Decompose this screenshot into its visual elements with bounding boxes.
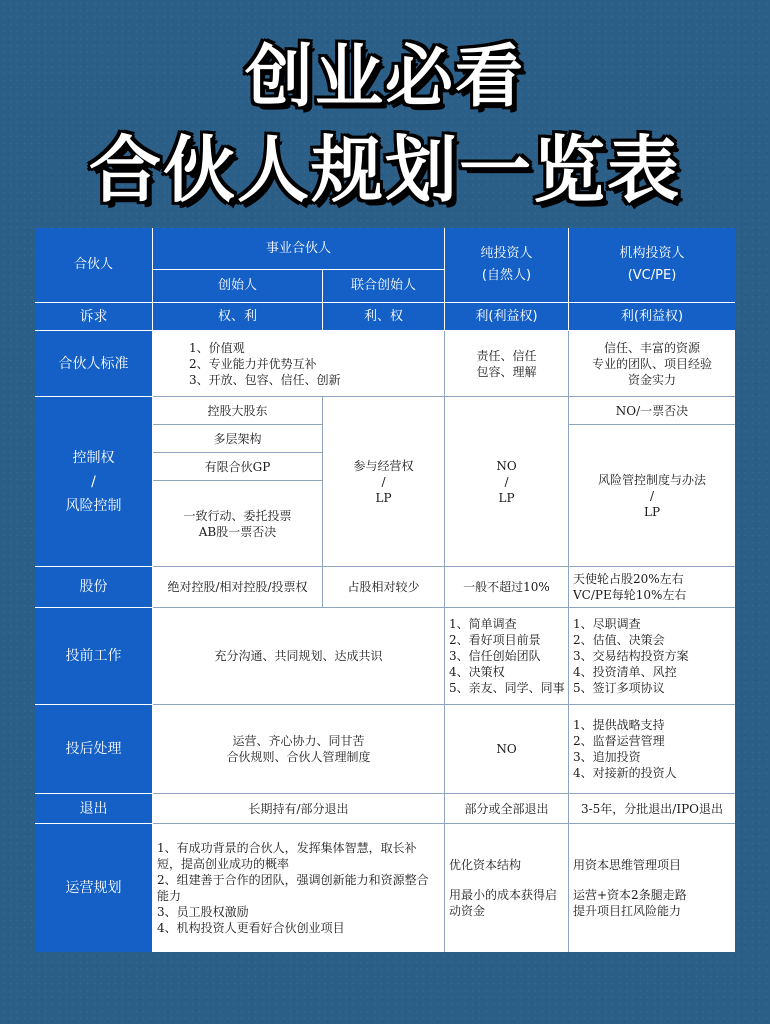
control-cofounder-1: 参与经营权 [353,458,414,473]
demand-pure: 利(利益权) [445,303,569,331]
shares-inst-2: VC/PE每轮10%左右 [573,588,687,602]
pre-invest-pure-3: 3、信任创始团队 [449,649,541,663]
operation-business-4: 4、机构投资人更看好合伙创业项目 [157,921,345,935]
partner-planning-table [35,228,735,952]
exit-pure: 部分或全部退出 [445,794,569,824]
post-invest-inst-2: 2、监督运营管理 [573,734,665,748]
post-invest-business-1: 运营、齐心协力、同甘苦 [232,734,365,748]
row-label-standard: 合伙人标准 [35,331,153,397]
demand-inst: 利(利益权) [569,303,735,331]
standard-inst-3: 资金实力 [627,372,676,387]
control-cofounder-3: LP [375,490,392,505]
control-founder-4 [153,481,323,567]
pre-invest-pure-5: 5、亲友、同学、同事 [449,681,565,695]
control-inst-2: / [649,488,655,503]
control-cofounder [323,397,445,567]
header-inst-investor-label: 机构投资人 [619,246,685,261]
shares-inst [569,567,735,608]
header-partner: 合伙人 [35,228,153,303]
row-label-control-2: 风险控制 [65,497,122,514]
pre-invest-pure-4: 4、决策权 [449,665,505,679]
row-label-exit: 退出 [35,794,153,824]
standard-inst [569,331,735,397]
pre-invest-inst-4: 4、投资清单、风控 [573,665,677,679]
standard-business-3: 3、开放、包容、信任、创新 [189,372,341,387]
control-founder-2: 多层架构 [153,425,323,453]
operation-inst-3: 提升项目扛风险能力 [573,904,682,918]
exit-inst: 3-5年，分批退出/IPO退出 [569,794,735,824]
header-founder: 创始人 [153,270,323,303]
shares-inst-1: 天使轮占股20%左右 [573,572,684,586]
row-label-control-1: 控制权 [72,449,115,466]
header-inst-investor [569,228,735,303]
page-title-line2: 合伙人规划一览表 [88,128,681,212]
operation-pure [445,824,569,952]
pre-invest-inst [569,608,735,705]
operation-inst [569,824,735,952]
post-invest-inst [569,705,735,794]
row-label-post-invest: 投后处理 [35,705,153,794]
header-pure-investor-label: 纯投资人 [480,246,533,261]
demand-founder: 权、利 [153,303,323,331]
control-inst-1: 风险管控制度与办法 [597,472,706,487]
control-pure-3: LP [498,490,515,505]
row-label-shares: 股份 [35,567,153,608]
exit-business: 长期持有/部分退出 [153,794,445,824]
pre-invest-pure-1: 1、简单调查 [449,617,517,631]
row-label-control-slash: / [91,473,96,490]
control-pure-2: / [504,474,509,489]
pre-invest-inst-1: 1、尽职调查 [573,617,641,631]
operation-inst-1: 用资本思维管理项目 [573,858,682,872]
control-inst [569,425,735,567]
control-pure [445,397,569,567]
operation-business-3: 3、员工股权激励 [157,905,249,919]
shares-pure: 一般不超过10% [445,567,569,608]
control-pure-1: NO [496,458,517,473]
row-label-operation: 运营规划 [35,824,153,952]
row-label-control [35,397,153,567]
shares-cofounder: 占股相对较少 [323,567,445,608]
pre-invest-inst-3: 3、交易结构投资方案 [573,649,689,663]
shares-founder: 绝对控股/相对控股/投票权 [153,567,323,608]
control-cofounder-2: / [381,474,386,489]
control-founder-4a: 一致行动、委托投票 [183,508,292,523]
standard-business-2: 2、专业能力并优势互补 [189,356,317,371]
demand-cofounder: 利、权 [323,303,445,331]
pre-invest-business: 充分沟通、共同规划、达成共识 [153,608,445,705]
post-invest-business-2: 合伙规则、合伙人管理制度 [226,750,371,764]
operation-business-2: 2、组建善于合作的团队，强调创新能力和资源整合能力 [157,873,429,903]
row-label-demand: 诉求 [35,303,153,331]
operation-pure-1: 优化资本结构 [449,858,522,872]
post-invest-business [153,705,445,794]
operation-business [153,824,445,952]
standard-inst-2: 专业的团队、项目经验 [591,356,712,371]
header-pure-investor-sub: (自然人) [481,268,532,283]
standard-pure-2: 包容、理解 [476,364,537,379]
control-founder-1: 控股大股东 [153,397,323,425]
standard-pure-1: 责任、信任 [476,348,537,363]
standard-inst-1: 信任、丰富的资源 [603,340,700,355]
standard-business [153,331,445,397]
header-co-founder: 联合创始人 [323,270,445,303]
operation-pure-2: 用最小的成本获得启动资金 [449,888,558,918]
control-inst-top: NO/一票否决 [569,397,735,425]
control-founder-4b: AB股一票否决 [198,524,277,539]
page-title-line1: 创业必看 [244,38,525,117]
header-business-partner: 事业合伙人 [153,228,445,270]
pre-invest-inst-2: 2、估值、决策会 [573,633,665,647]
pre-invest-pure [445,608,569,705]
post-invest-pure: NO [445,705,569,794]
pre-invest-inst-5: 5、签订多项协议 [573,681,665,695]
control-inst-3: LP [643,504,661,519]
post-invest-inst-1: 1、提供战略支持 [573,718,665,732]
row-label-pre-invest: 投前工作 [35,608,153,705]
operation-business-1: 1、有成功背景的合伙人，发挥集体智慧，取长补短，提高创业成功的概率 [157,841,417,871]
operation-inst-2: 运营+资本2条腿走路 [573,888,687,902]
header-pure-investor [445,228,569,303]
standard-pure [445,331,569,397]
post-invest-inst-4: 4、对接新的投资人 [573,766,677,780]
pre-invest-pure-2: 2、看好项目前景 [449,633,541,647]
header-inst-investor-sub: (VC/PE) [627,268,677,283]
standard-business-1: 1、价值观 [189,340,245,355]
control-founder-3: 有限合伙GP [153,453,323,481]
post-invest-inst-3: 3、追加投资 [573,750,641,764]
